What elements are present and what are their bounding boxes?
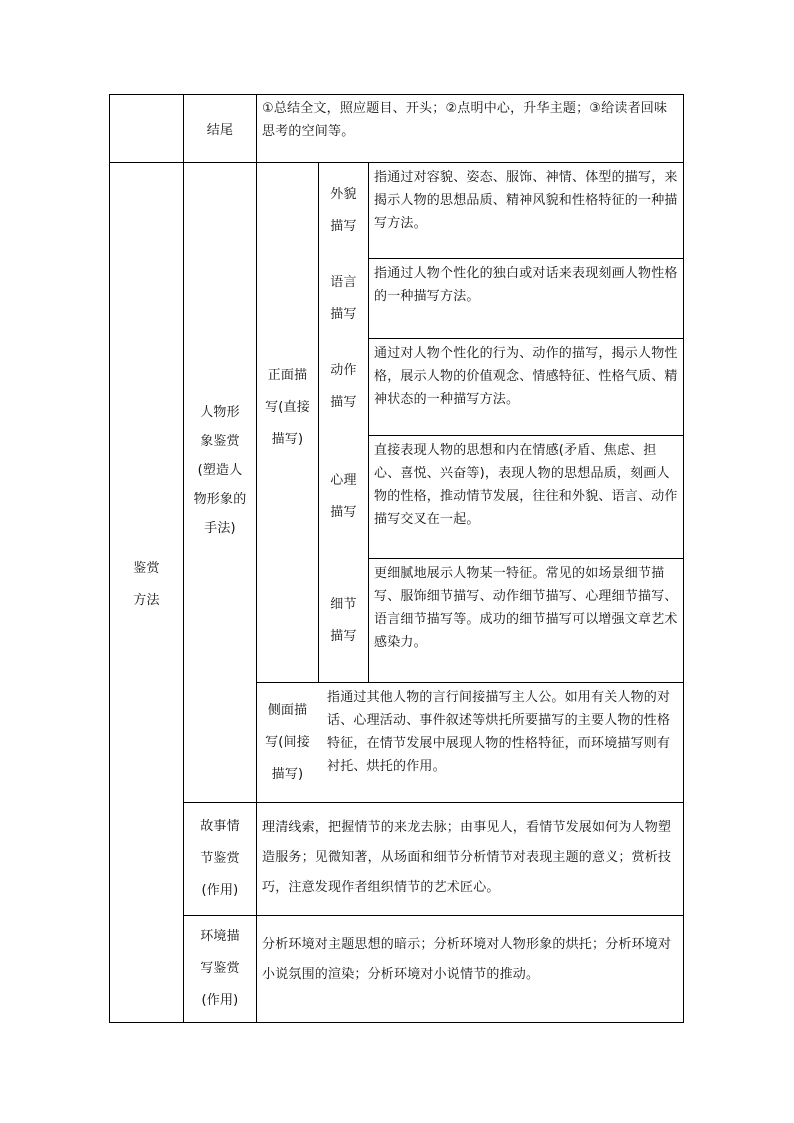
action-label xyxy=(319,339,368,435)
category-line: 鉴赏 xyxy=(133,561,160,576)
indirect-description-text xyxy=(319,683,684,802)
ending-label xyxy=(184,95,256,162)
indirect-line: 写(间接 xyxy=(265,734,310,750)
direct-line: 描写) xyxy=(271,432,304,447)
item-label-line: 细节 xyxy=(330,596,357,612)
indirect-description-label xyxy=(257,683,318,802)
item-label-line: 动作 xyxy=(330,363,357,378)
plot-label xyxy=(184,803,256,915)
item-label-line: 描写 xyxy=(330,306,357,322)
ending-label-text: 结尾 xyxy=(206,123,234,138)
environment-text xyxy=(257,916,684,1022)
item-label-line: 外貌 xyxy=(330,186,357,202)
environment-line: 环境描 xyxy=(200,929,240,944)
psychology-label xyxy=(319,436,368,558)
plot-line: 故事情 xyxy=(200,819,240,834)
item-label-line: 描写 xyxy=(330,395,357,410)
psychology-text-content: 直接表现人物的思想和内在情感(矛盾、焦虑、担心、喜悦、兴奋等)，表现人物的思想品质，刻画人物的性格，推动情节发展，往往和外貌、语言、动作描写交叉在一起。 xyxy=(374,443,678,527)
item-label-line: 心理 xyxy=(330,473,357,488)
indirect-line: 侧面描 xyxy=(267,702,308,718)
environment-text-content: 分析环境对主题思想的暗示；分析环境对人物形象的烘托；分析环境对小说氛围的渲染；分析环境对小说情节的推动。 xyxy=(262,937,672,982)
plot-text xyxy=(257,803,684,915)
character-line: 象鉴赏 xyxy=(200,433,240,449)
appearance-text xyxy=(369,163,684,258)
character-line: 物形象的 xyxy=(193,491,247,507)
item-label-line: 描写 xyxy=(330,628,357,644)
category-line: 方法 xyxy=(133,593,160,608)
indirect-text-content: 指通过其他人物的言行间接描写主人公。如用有关人物的对话、心理活动、事件叙述等烘托所要描写的主要人物的性格特征，在情节发展中展现人物的性格特征，而环境描写则有衬托、烘托的作用。 xyxy=(327,690,671,774)
category-label xyxy=(110,535,183,635)
appreciation-table xyxy=(109,94,684,1023)
speech-text xyxy=(369,259,684,338)
direct-line: 正面描 xyxy=(267,368,308,383)
ending-text-content: ①总结全文，照应题目、开头；②点明中心，升华主题；③给读者回味思考的空间等。 xyxy=(262,101,668,139)
plot-line: (作用) xyxy=(201,883,239,898)
environment-line: 写鉴赏 xyxy=(200,961,240,976)
environment-label xyxy=(184,916,256,1022)
environment-line: (作用) xyxy=(201,993,239,1008)
detail-text-content: 更细腻地展示人物某一特征。常见的如场景细节描写、服饰细节描写、动作细节描写、心理细节描写、语言细节描写等。成功的细节描写可以增强文章艺术感染力。 xyxy=(374,566,678,650)
psychology-text xyxy=(369,436,684,558)
direct-line: 写(直接 xyxy=(265,400,310,415)
indirect-line: 描写) xyxy=(271,766,304,782)
appearance-text-content: 指通过对容貌、姿态、服饰、神情、体型的描写，来揭示人物的思想品质、精神风貌和性格特征的一种描写方法。 xyxy=(374,170,678,231)
appearance-label xyxy=(319,163,368,258)
action-text xyxy=(369,339,684,435)
character-line: 手法) xyxy=(204,520,236,536)
action-text-content: 通过对人物个性化的行为、动作的描写，揭示人物性格，展示人物的价值观念、情感特征、性格气质、精神状态的一种描写方法。 xyxy=(374,346,678,407)
direct-description-label xyxy=(257,353,318,463)
character-line: 人物形 xyxy=(200,404,240,420)
item-label-line: 描写 xyxy=(330,505,357,520)
detail-text xyxy=(369,559,684,682)
character-label xyxy=(184,385,256,555)
speech-label xyxy=(319,259,368,338)
plot-text-content: 理清线索，把握情节的来龙去脉；由事见人，看情节发展如何为人物塑造服务；见微知著，从场面和细节分析情节对表现主题的意义；赏析技巧，注意发现作者组织情节的艺术匠心。 xyxy=(262,820,672,895)
item-label-line: 描写 xyxy=(330,218,357,234)
ending-text xyxy=(257,95,684,162)
detail-label xyxy=(319,559,368,682)
speech-text-content: 指通过人物个性化的独白或对话来表现刻画人物性格的一种描写方法。 xyxy=(374,266,678,304)
character-line: (塑造人 xyxy=(197,462,243,478)
item-label-line: 语言 xyxy=(330,274,357,290)
plot-line: 节鉴赏 xyxy=(200,851,240,866)
